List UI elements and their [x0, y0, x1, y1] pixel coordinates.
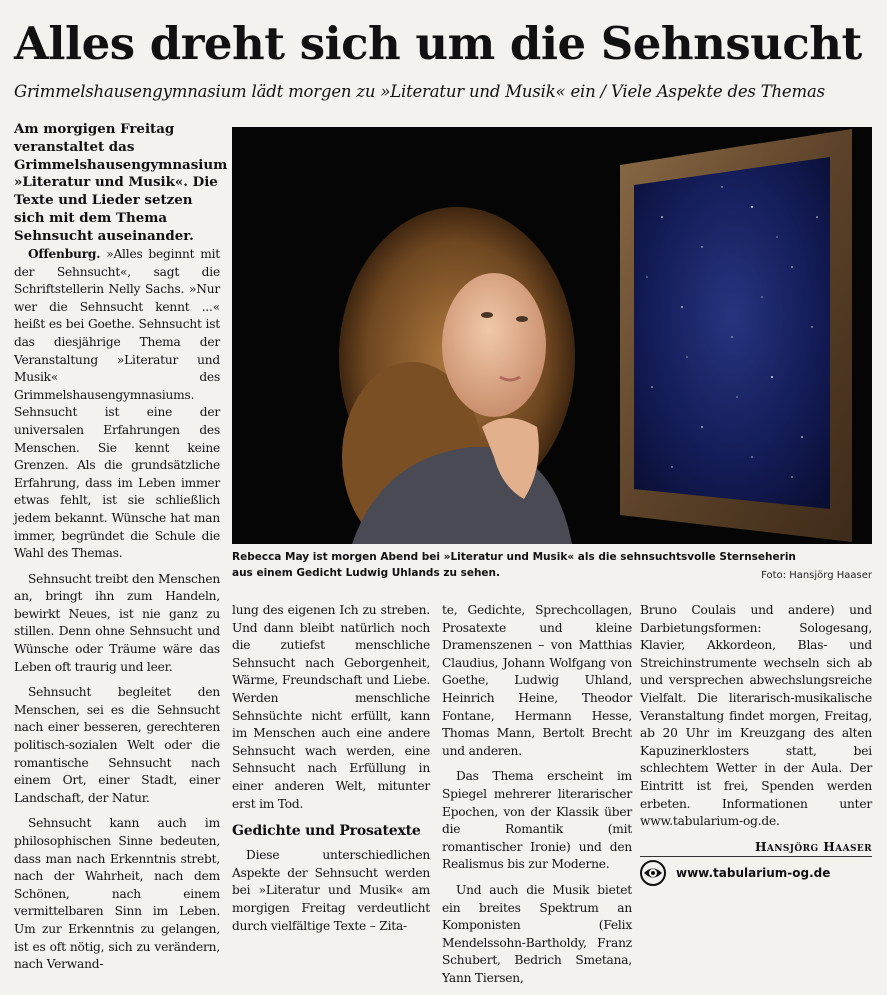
paragraph: Das Thema erscheint im Spiegel mehrerer literarischer Epochen, von der Klassik über die Romantik (mit romantischer Ironie) und den Realismus bis zur Moderne.	[442, 769, 632, 872]
article-photo	[232, 127, 872, 544]
article-column-4	[640, 602, 872, 856]
photo-credit: Foto: Hansjörg Haaser	[761, 570, 872, 581]
dateline: Offenburg.	[28, 247, 101, 261]
author-byline: Hansjörg Haaser	[754, 839, 872, 854]
lead-paragraph: Am morgigen Freitag veranstaltet das Grimmelshausengymnasium »Literatur und Musik«. Die Texte und Lieder setzen sich mit dem Thema Sehnsucht auseinander.	[14, 121, 228, 244]
website-link[interactable]	[640, 856, 872, 889]
article-column-2	[232, 602, 430, 943]
paragraph	[14, 246, 220, 563]
girl-with-starry-frame-image	[232, 127, 872, 544]
eye-logo-icon	[640, 860, 666, 886]
paragraph: Diese unterschiedlichen Aspekte der Sehnsucht werden bei »Literatur und Musik« am morgigen Freitag verdeutlicht durch vielfältige Texte – Zita-	[232, 848, 430, 933]
article-column-1	[14, 246, 220, 982]
paragraph: Sehnsucht treibt den Menschen an, bringt ihn zum Handeln, bewirkt Neues, ist nie ganz zu stillen. Denn ohne Sehnsucht und Wünsche oder Träume wäre das Leben oft traurig und leer.	[14, 571, 220, 674]
subheadline: Grimmelshausengymnasium lädt morgen zu »Literatur und Musik« ein / Viele Aspekte des Themas	[14, 82, 825, 101]
caption-line-1: Rebecca May ist morgen Abend bei »Literatur und Musik« als die sehnsuchtsvolle Sternseherin	[232, 551, 796, 563]
headline: Alles dreht sich um die Sehnsucht	[14, 17, 862, 70]
paragraph: te, Gedichte, Sprechcollagen, Prosatexte und kleine Dramenszenen – von Matthias Claudius, Johann Wolfgang von Goethe, Ludwig Uhland, Heinrich Heine, Theodor Fontane, Hermann Hesse, Thomas Mann, Bertolt Brecht und anderen.	[442, 603, 632, 758]
paragraph: Sehnsucht begleitet den Menschen, sei es die Sehnsucht nach einer besseren, gerechteren politisch-sozialen Welt oder die romantische Sehnsucht nach einem Ort, einer Stadt, einer Landschaft, der Natur.	[14, 685, 220, 805]
section-subheading: Gedichte und Prosatexte	[232, 823, 421, 840]
caption-line-2: aus einem Gedicht Ludwig Uhlands zu sehen.	[232, 567, 501, 579]
article-column-3	[442, 602, 632, 995]
paragraph: Sehnsucht kann auch im philosophischen Sinne bedeuten, dass man nach Erkenntnis strebt, nach der Wahrheit, nach dem Schönen, nach einem vermittelbaren Sinn im Leben. Um zur Erkenntnis zu gelangen, ist es oft nötig, sich zu verändern, nach Verwand-	[14, 816, 220, 972]
paragraph: Bruno Coulais und andere) und Darbietungsformen: Sologesang, Klavier, Akkordeon, Blas- und Streichinstrumente wechseln sich ab und versprechen abwechslungsreiche Vielfalt. Die literarisch-musikalische Veranstaltung findet morgen, Freitag, ab 20 Uhr im Kreuzgang des alten Kapuzinerklosters statt, bei schlechtem Wetter in der Aula. Der Eintritt ist frei, Spenden werden erbeten. Informationen unter www.tabularium-og.de.	[640, 603, 872, 829]
paragraph: Und auch die Musik bietet ein breites Spektrum an Komponisten (Felix Mendelssohn-Bartholdy, Franz Schubert, Bedrich Smetana, Yann Tiersen,	[442, 882, 632, 985]
paragraph: lung des eigenen Ich zu streben. Und dann bleibt natürlich noch die zutiefst menschliche Sehnsucht nach Geborgenheit, Wärme, Freundschaft und Liebe. Werden menschliche Sehnsüchte nicht erfüllt, kann im Menschen auch eine andere Sehnsucht wach werden, eine Sehnsucht nach Erfüllung in einer anderen Welt, mitunter erst im Tod.	[232, 603, 430, 811]
website-url[interactable]: www.tabularium-og.de	[676, 866, 831, 880]
paragraph-text: »Alles beginnt mit der Sehnsucht«, sagt die Schriftstellerin Nelly Sachs. »Nur wer die Sehnsucht kennt ...« heißt es bei Goethe. Sehnsucht ist das diesjährige Thema der Veranstaltung »Literatur und Musik« des Grimmelshausengymnasiums. Sehnsucht ist eine der universalen Erfahrungen des Menschen. Sie kennt keine Grenzen. Als die grundsätzliche Erfahrung, dass im Leben immer etwas fehlt, ist sie schließlich jedem bekannt. Wünsche hat man immer, begründet die Schule die Wahl des Themas.	[14, 247, 220, 561]
